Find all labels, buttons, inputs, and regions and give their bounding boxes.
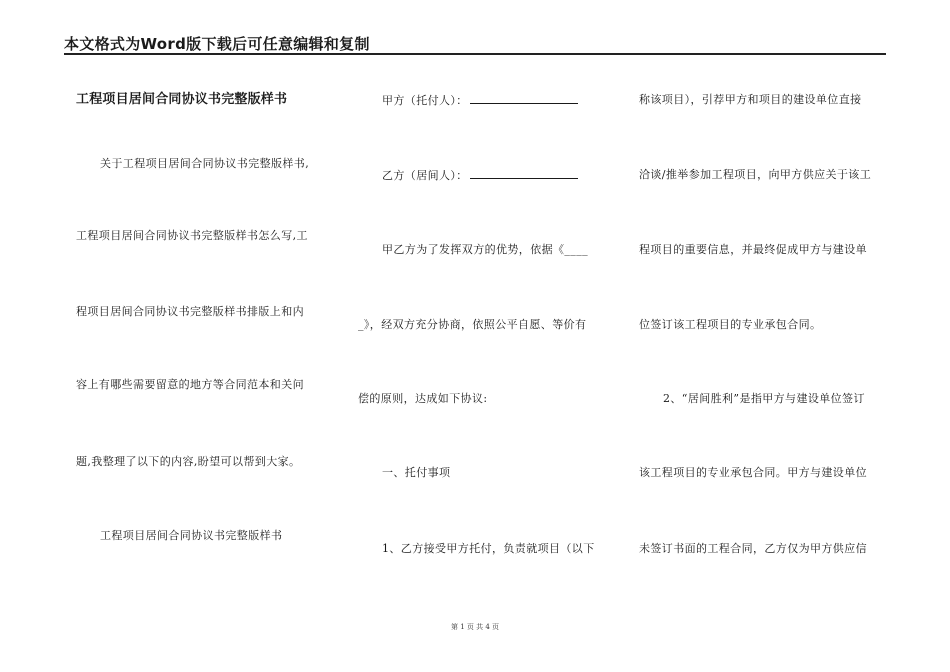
right-line-4: 位签订该工程项目的专业承包合同。 bbox=[639, 318, 822, 331]
left-line-5: 题,我整理了以下的内容,盼望可以帮到大家。 bbox=[76, 455, 301, 468]
right-line-6: 该工程项目的专业承包合同。甲方与建设单位 bbox=[639, 466, 867, 479]
left-column bbox=[0, 0, 330, 672]
document-title: 工程项目居间合同协议书完整版样书 bbox=[76, 92, 288, 107]
party-a-row bbox=[382, 93, 578, 108]
middle-line-1: 甲乙方为了发挥双方的优势，依据《____ bbox=[382, 243, 588, 256]
left-line-2: 工程项目居间合同协议书完整版样书怎么写,工 bbox=[76, 229, 308, 242]
left-line-3: 程项目居间合同协议书完整版样书排版上和内 bbox=[76, 305, 304, 318]
right-line-3: 程项目的重要信息，并最终促成甲方与建设单 bbox=[639, 243, 867, 256]
right-line-1: 称该项目），引荐甲方和项目的建设单位直接 bbox=[639, 93, 862, 106]
right-line-7: 未签订书面的工程合同，乙方仅为甲方供应信 bbox=[639, 542, 867, 555]
left-line-4: 容上有哪些需要留意的地方等合同范本和关问 bbox=[76, 378, 304, 391]
section-heading: 一、托付事项 bbox=[382, 466, 451, 479]
middle-line-3: 偿的原则，达成如下协议: bbox=[358, 392, 488, 405]
right-line-5: 2、“居间胜利”是指甲方与建设单位签订 bbox=[663, 392, 865, 405]
party-b-label: 乙方（居间人）： bbox=[382, 169, 468, 182]
middle-line-2: _》，经双方充分协商，依照公平自愿、等价有 bbox=[358, 318, 587, 331]
right-column bbox=[630, 0, 900, 672]
middle-line-5: 1、乙方接受甲方托付，负责就项目（以下 bbox=[382, 542, 595, 555]
header-text: 本文格式为Word版下载后可任意编辑和复制 bbox=[64, 35, 370, 53]
party-b-blank bbox=[470, 168, 578, 179]
left-line-1: 关于工程项目居间合同协议书完整版样书, bbox=[100, 157, 310, 170]
party-a-label: 甲方（托付人）： bbox=[382, 94, 468, 107]
middle-column bbox=[330, 0, 630, 672]
party-b-row bbox=[382, 168, 578, 183]
party-a-blank bbox=[470, 93, 578, 104]
left-line-6: 工程项目居间合同协议书完整版样书 bbox=[100, 529, 283, 542]
page-number: 第 1 页 共 4 页 bbox=[450, 623, 500, 631]
right-line-2: 洽谈/推举参加工程项目，向甲方供应关于该工 bbox=[639, 168, 872, 181]
